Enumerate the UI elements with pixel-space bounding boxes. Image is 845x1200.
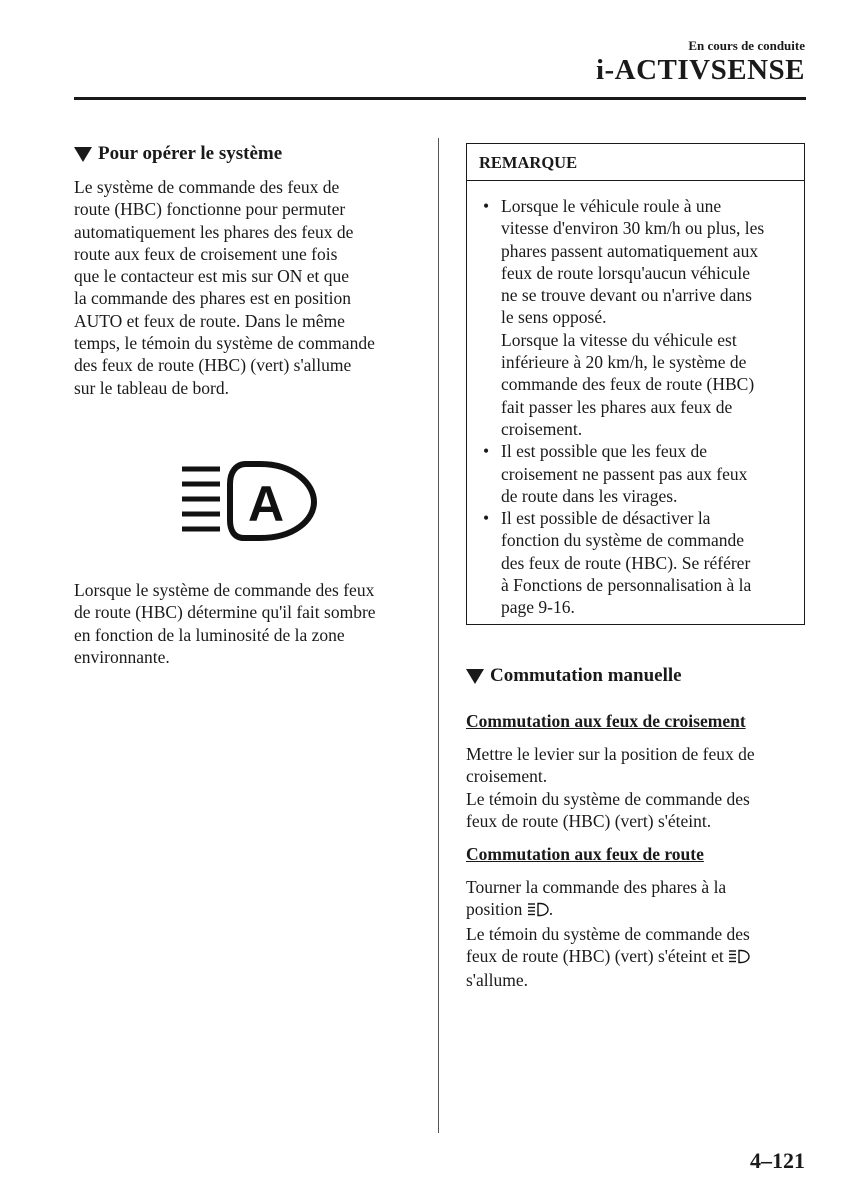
bullet-icon: • [483,196,490,216]
high-beam-line: feux de route (HBC) (vert) s'éteint et [466,945,806,969]
paragraph-line: des feux de route (HBC) (vert) s'allume [74,355,352,376]
note-line: le sens opposé. [501,307,607,328]
note-line: feux de route lorsqu'aucun véhicule [501,262,751,283]
paragraph-line: route (HBC) fonctionne pour permuter [74,199,346,220]
note-line: vitesse d'environ 30 km/h ou plus, les [501,218,765,239]
high-beam-line: Tourner la commande des phares à la [466,877,727,897]
high-beam-subheading: Commutation aux feux de route [466,844,704,864]
note-title: REMARQUE [467,144,804,181]
paragraph-line: Le système de commande des feux de [74,177,340,197]
note-line: croisement. [501,418,583,439]
running-header-section: En cours de conduite [688,38,805,53]
paragraph-line: sur le tableau de bord. [74,377,230,398]
paragraph-line: route aux feux de croisement une fois [74,243,338,264]
paragraph-line: de route (HBC) détermine qu'il fait sombre [74,602,376,623]
hbc-auto-high-beam-icon [180,460,318,547]
paragraph-line: croisement. [466,766,548,787]
section-heading-operate-text: Pour opérer le système [98,143,283,164]
high-beam-line: Le témoin du système de commande des [466,923,750,944]
paragraph-line: temps, le témoin du système de commande [74,333,375,354]
section-heading-manual-text: Commutation manuelle [490,665,682,686]
note-line: de route dans les virages. [501,485,678,506]
paragraph-line: Mettre le levier sur la position de feux de [466,744,755,764]
running-header-title: i-ACTIVSENSE [595,54,805,86]
high-beam-paragraph [466,876,806,991]
note-line: des feux de route (HBC). Se référer [501,552,751,573]
paragraph-line: Lorsque le système de commande des feux [74,580,375,600]
note-list [467,181,804,619]
high-beam-icon [527,900,549,922]
bullet-icon: • [483,508,490,529]
high-beam-line: position . [466,898,806,922]
triangle-marker-icon [466,669,484,684]
paragraph-line: la commande des phares est en position [74,288,352,309]
note-line: croisement ne passent pas aux feux [501,463,748,484]
column-divider [438,138,439,1133]
section-heading-operate [74,143,282,165]
note-line: commande des feux de route (HBC) [501,374,755,395]
note-item [481,507,790,618]
triangle-marker-icon [74,147,92,162]
page-number: 4–121 [750,1148,805,1173]
note-line: phares passent automatiquement aux [501,240,759,261]
section-heading-manual [466,665,682,687]
paragraph-line: feux de route (HBC) (vert) s'éteint. [466,810,712,831]
note-line: Il est possible que les feux de [501,441,708,462]
high-beam-line: s'allume. [466,970,528,991]
paragraph-line: AUTO et feux de route. Dans le même [74,310,345,331]
operate-paragraph [74,176,424,399]
header-rule [74,97,806,100]
low-beam-subheading: Commutation aux feux de croisement [466,711,746,731]
low-beam-paragraph [466,743,806,832]
note-box [466,143,805,625]
note-line: inférieure à 20 km/h, le système de [501,352,747,373]
note-item [481,195,790,440]
dark-condition-paragraph [74,579,429,668]
hbc-letter: A [247,476,285,532]
paragraph-line: que le contacteur est mis sur ON et que [74,266,350,287]
note-line: fait passer les phares aux feux de [501,396,733,417]
paragraph-line: en fonction de la luminosité de la zone [74,624,345,645]
note-line: ne se trouve devant ou n'arrive dans [501,285,752,306]
note-line: Lorsque le véhicule roule à une [501,196,722,216]
note-line: à Fonctions de personnalisation à la [501,575,752,596]
paragraph-line: Le témoin du système de commande des [466,788,750,809]
paragraph-line: environnante. [74,646,170,667]
note-item [481,440,790,507]
bullet-icon: • [483,441,490,462]
note-line: fonction du système de commande [501,530,744,551]
paragraph-line: automatiquement les phares des feux de [74,221,354,242]
note-line: Lorsque la vitesse du véhicule est [501,329,737,350]
note-line: Il est possible de désactiver la [501,508,711,529]
high-beam-icon [728,947,750,969]
note-line: page 9-16. [501,597,575,618]
